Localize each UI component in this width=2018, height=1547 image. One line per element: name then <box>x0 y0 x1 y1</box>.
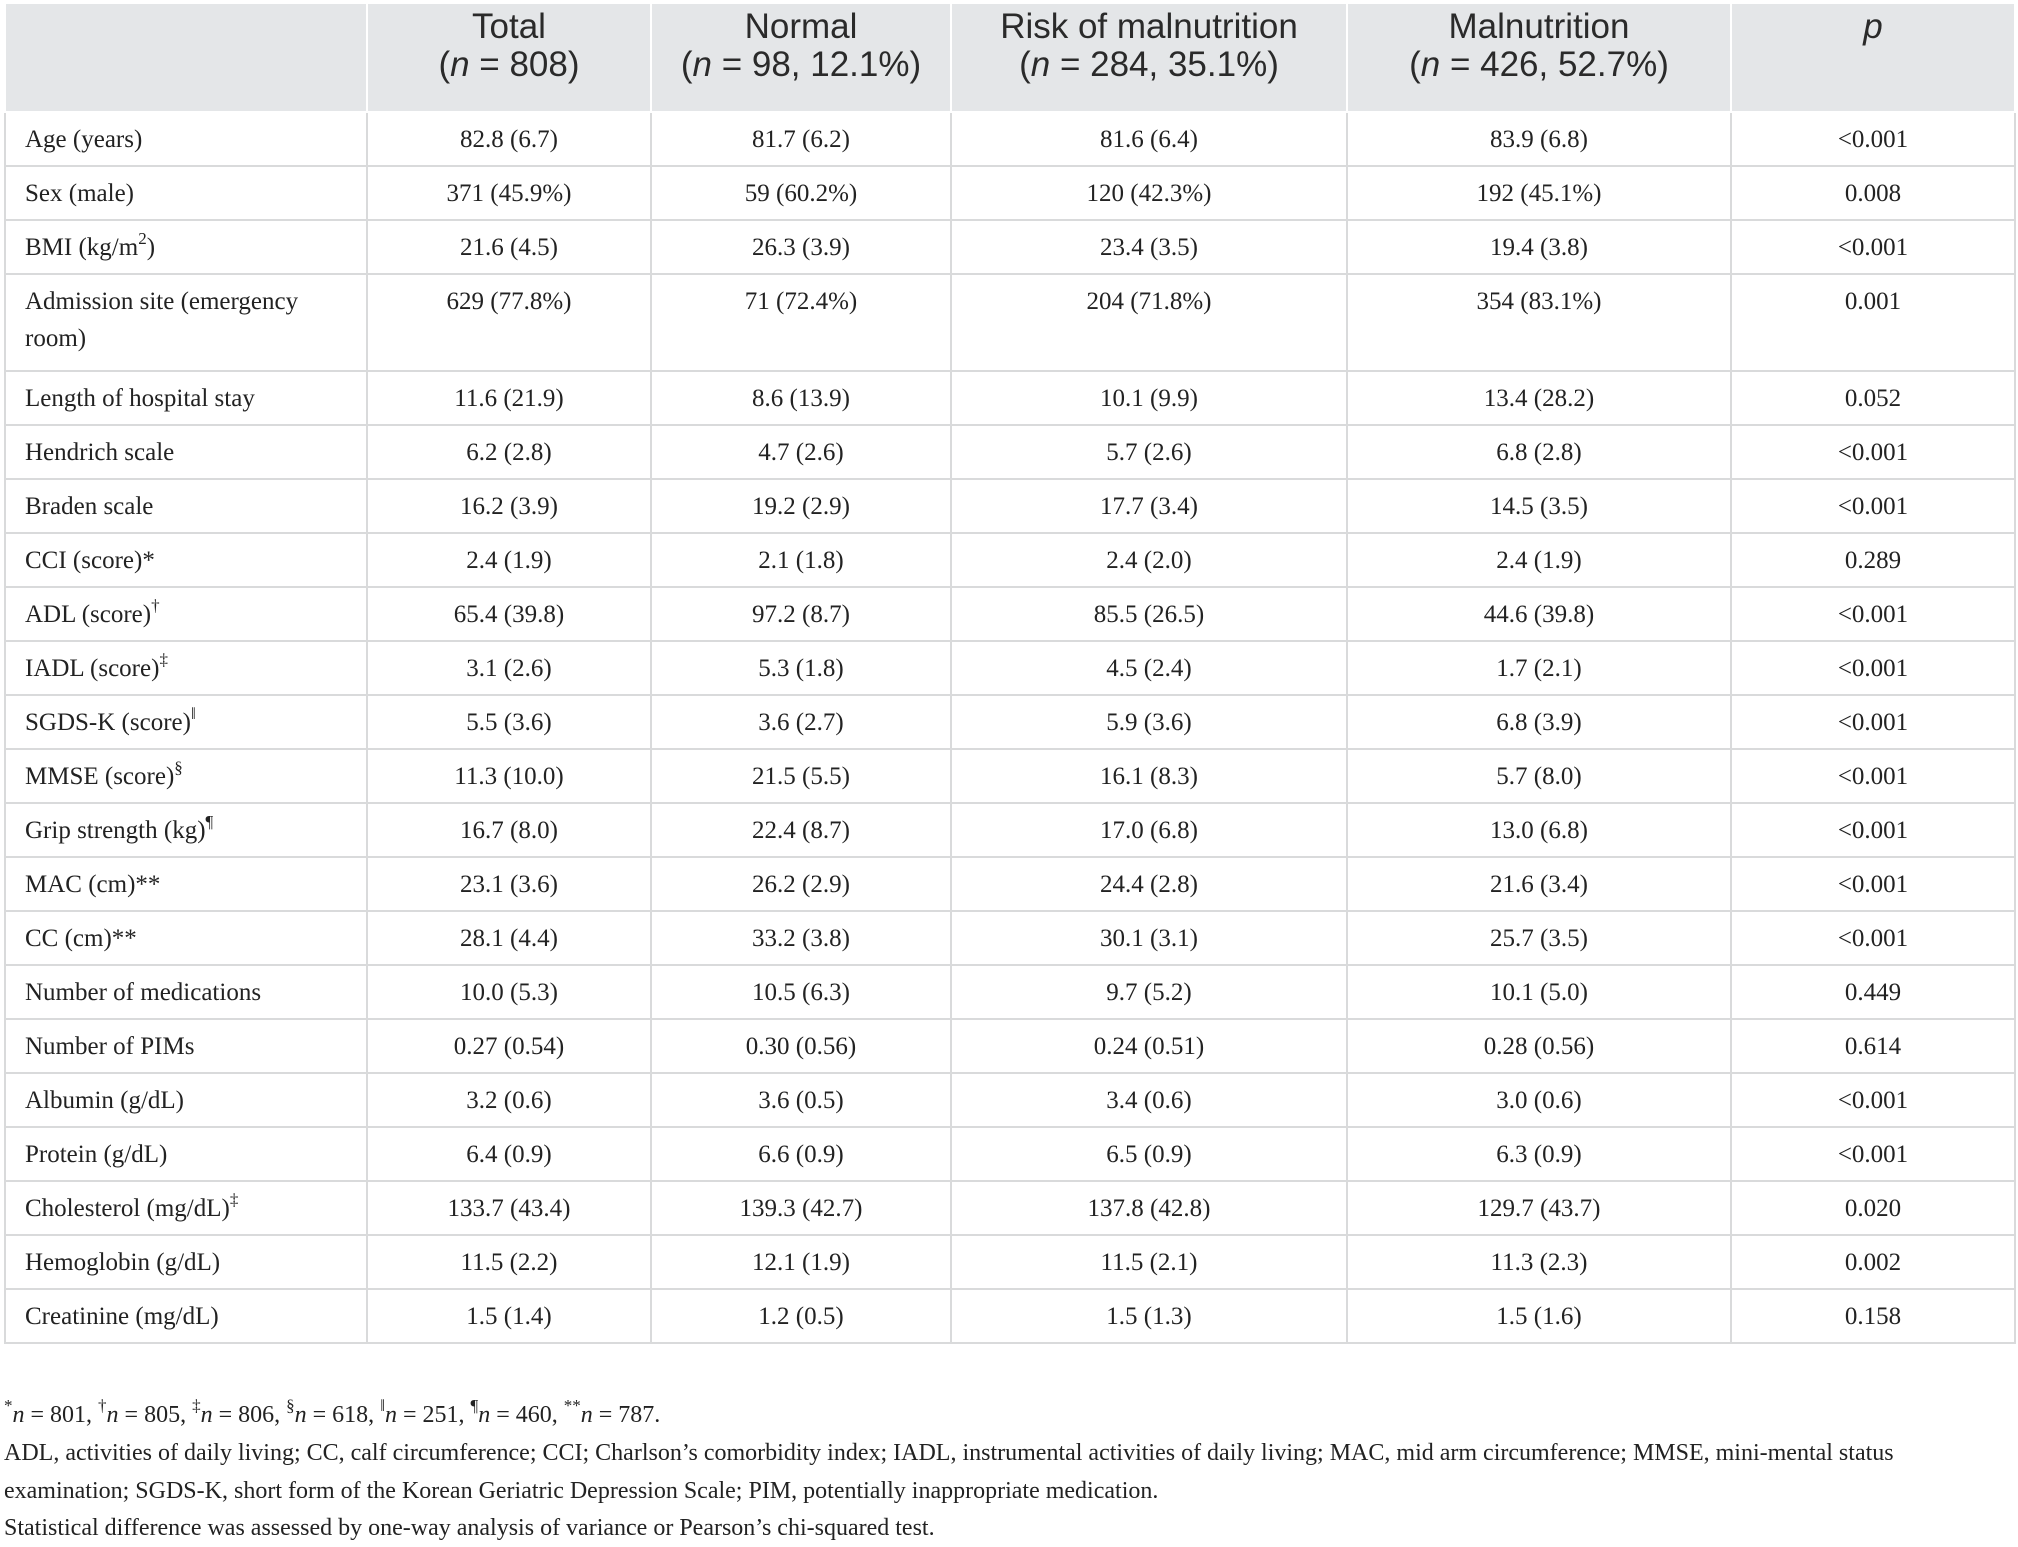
table-cell: 0.24 (0.51) <box>951 1019 1347 1073</box>
table-cell: 24.4 (2.8) <box>951 857 1347 911</box>
table-cell: 0.158 <box>1731 1289 2015 1343</box>
table-cell: 1.5 (1.6) <box>1347 1289 1731 1343</box>
table-cell: 3.6 (2.7) <box>651 695 951 749</box>
table-cell: <0.001 <box>1731 479 2015 533</box>
table-cell: 137.8 (42.8) <box>951 1181 1347 1235</box>
table-cell: 11.3 (2.3) <box>1347 1235 1731 1289</box>
table-cell: 12.1 (1.9) <box>651 1235 951 1289</box>
table-cell: 629 (77.8%) <box>367 274 651 371</box>
table-cell: 1.5 (1.3) <box>951 1289 1347 1343</box>
table-cell: 26.3 (3.9) <box>651 220 951 274</box>
table-cell: <0.001 <box>1731 425 2015 479</box>
table-cell: 3.1 (2.6) <box>367 641 651 695</box>
table-cell: 2.4 (1.9) <box>367 533 651 587</box>
table-cell: 5.3 (1.8) <box>651 641 951 695</box>
table-cell: <0.001 <box>1731 911 2015 965</box>
table-body <box>5 112 2015 1343</box>
table-cell: <0.001 <box>1731 749 2015 803</box>
table-cell: 0.289 <box>1731 533 2015 587</box>
table-cell: 0.614 <box>1731 1019 2015 1073</box>
header-sub: (n = 284, 35.1%) <box>1019 45 1279 84</box>
table-cell: 10.0 (5.3) <box>367 965 651 1019</box>
header-sub: (n = 98, 12.1%) <box>680 45 922 84</box>
table-row <box>5 371 2015 425</box>
table-cell: 3.6 (0.5) <box>651 1073 951 1127</box>
table-cell: 6.5 (0.9) <box>951 1127 1347 1181</box>
table-cell: 26.2 (2.9) <box>651 857 951 911</box>
table-cell: 83.9 (6.8) <box>1347 112 1731 166</box>
table-cell: 10.1 (5.0) <box>1347 965 1731 1019</box>
table-cell: 0.001 <box>1731 274 2015 371</box>
table-row <box>5 1019 2015 1073</box>
row-label: Number of medications <box>5 965 367 1019</box>
table-cell: 0.28 (0.56) <box>1347 1019 1731 1073</box>
table-cell: 5.9 (3.6) <box>951 695 1347 749</box>
table-cell: 19.4 (3.8) <box>1347 220 1731 274</box>
table-cell: 17.0 (6.8) <box>951 803 1347 857</box>
table-cell: 21.6 (4.5) <box>367 220 651 274</box>
table-cell: 6.2 (2.8) <box>367 425 651 479</box>
table-row <box>5 1181 2015 1235</box>
table-cell: 10.1 (9.9) <box>951 371 1347 425</box>
table-cell: <0.001 <box>1731 857 2015 911</box>
table-cell: 139.3 (42.7) <box>651 1181 951 1235</box>
table-cell: 11.6 (21.9) <box>367 371 651 425</box>
table-cell: 22.4 (8.7) <box>651 803 951 857</box>
table-row <box>5 1235 2015 1289</box>
table-cell: 4.5 (2.4) <box>951 641 1347 695</box>
header-risk-of-malnutrition <box>951 3 1347 112</box>
table-cell: 13.0 (6.8) <box>1347 803 1731 857</box>
table-row <box>5 425 2015 479</box>
table-cell: 21.6 (3.4) <box>1347 857 1731 911</box>
table-cell: <0.001 <box>1731 803 2015 857</box>
table-cell: 6.3 (0.9) <box>1347 1127 1731 1181</box>
row-label: Admission site (emergency room) <box>5 274 367 371</box>
table-cell: 2.4 (1.9) <box>1347 533 1731 587</box>
table-cell: 0.449 <box>1731 965 2015 1019</box>
row-label: CC (cm)** <box>5 911 367 965</box>
table-cell: 30.1 (3.1) <box>951 911 1347 965</box>
table-cell: 21.5 (5.5) <box>651 749 951 803</box>
table-cell: 11.3 (10.0) <box>367 749 651 803</box>
table-cell: 4.7 (2.6) <box>651 425 951 479</box>
header-malnutrition <box>1347 3 1731 112</box>
table-row <box>5 274 2015 371</box>
table-row <box>5 533 2015 587</box>
row-label: Protein (g/dL) <box>5 1127 367 1181</box>
table-cell: <0.001 <box>1731 220 2015 274</box>
table-cell: 19.2 (2.9) <box>651 479 951 533</box>
row-label: MMSE (score)§ <box>5 749 367 803</box>
characteristics-table <box>4 2 2016 1344</box>
table-cell: 5.7 (2.6) <box>951 425 1347 479</box>
row-label: Grip strength (kg)¶ <box>5 803 367 857</box>
table-row <box>5 220 2015 274</box>
table-cell: 71 (72.4%) <box>651 274 951 371</box>
table-row <box>5 587 2015 641</box>
table-cell: 82.8 (6.7) <box>367 112 651 166</box>
row-label: BMI $(kg/m^2)$ <box>5 220 367 274</box>
table-cell: 65.4 (39.8) <box>367 587 651 641</box>
table-cell: 8.6 (13.9) <box>651 371 951 425</box>
table-row <box>5 166 2015 220</box>
table-cell: 11.5 (2.1) <box>951 1235 1347 1289</box>
table-cell: 129.7 (43.7) <box>1347 1181 1731 1235</box>
footnote-sample-sizes: *n = 801, †n = 805, ‡n = 806, §n = 618, ‖n = 251, ¶n = 460, **n = 787. <box>4 1396 661 1428</box>
table-cell: 11.5 (2.2) <box>367 1235 651 1289</box>
table-cell: <0.001 <box>1731 1127 2015 1181</box>
row-label: Braden scale <box>5 479 367 533</box>
table-cell: 6.8 (3.9) <box>1347 695 1731 749</box>
header-label: Malnutrition <box>1448 7 1630 46</box>
table-row <box>5 965 2015 1019</box>
row-label: MAC (cm)** <box>5 857 367 911</box>
table-cell: 85.5 (26.5) <box>951 587 1347 641</box>
table-cell: 3.2 (0.6) <box>367 1073 651 1127</box>
header-normal <box>651 3 951 112</box>
table-cell: 13.4 (28.2) <box>1347 371 1731 425</box>
table-header <box>5 3 2015 112</box>
header-sub: (n = 808) <box>438 45 580 84</box>
table-cell: 2.1 (1.8) <box>651 533 951 587</box>
table-cell: 23.1 (3.6) <box>367 857 651 911</box>
table-cell: 120 (42.3%) <box>951 166 1347 220</box>
table-cell: 5.7 (8.0) <box>1347 749 1731 803</box>
table-cell: 0.002 <box>1731 1235 2015 1289</box>
header-empty <box>5 3 367 112</box>
table-row <box>5 641 2015 695</box>
row-label: Albumin (g/dL) <box>5 1073 367 1127</box>
table-cell: 2.4 (2.0) <box>951 533 1347 587</box>
table-row <box>5 1127 2015 1181</box>
table-row <box>5 479 2015 533</box>
table-cell: 9.7 (5.2) <box>951 965 1347 1019</box>
table-cell: 3.4 (0.6) <box>951 1073 1347 1127</box>
table-cell: 192 (45.1%) <box>1347 166 1731 220</box>
table-cell: 204 (71.8%) <box>951 274 1347 371</box>
row-label: Length of hospital stay <box>5 371 367 425</box>
table-row <box>5 749 2015 803</box>
table-cell: 97.2 (8.7) <box>651 587 951 641</box>
row-label: Sex (male) <box>5 166 367 220</box>
table-cell: 81.7 (6.2) <box>651 112 951 166</box>
table-cell: 0.008 <box>1731 166 2015 220</box>
table-cell: 33.2 (3.8) <box>651 911 951 965</box>
table-cell: 371 (45.9%) <box>367 166 651 220</box>
row-label: IADL (score)‡ <box>5 641 367 695</box>
row-label: Hemoglobin (g/dL) <box>5 1235 367 1289</box>
table-cell: <0.001 <box>1731 112 2015 166</box>
table-cell: 59 (60.2%) <box>651 166 951 220</box>
table-cell: 14.5 (3.5) <box>1347 479 1731 533</box>
table-cell: <0.001 <box>1731 587 2015 641</box>
table-row <box>5 695 2015 749</box>
row-label: Age (years) <box>5 112 367 166</box>
table-cell: 1.7 (2.1) <box>1347 641 1731 695</box>
table-cell: 81.6 (6.4) <box>951 112 1347 166</box>
table-cell: 6.8 (2.8) <box>1347 425 1731 479</box>
row-label: ADL (score)† <box>5 587 367 641</box>
table-cell: 16.7 (8.0) <box>367 803 651 857</box>
table-cell: 133.7 (43.4) <box>367 1181 651 1235</box>
table-cell: 5.5 (3.6) <box>367 695 651 749</box>
footnote-statistics: Statistical difference was assessed by one-way analysis of variance or Pearson’s chi-squared test. <box>4 1515 935 1541</box>
table-cell: 44.6 (39.8) <box>1347 587 1731 641</box>
table-cell: 10.5 (6.3) <box>651 965 951 1019</box>
header-label: Risk of malnutrition <box>1000 7 1298 46</box>
row-label: Cholesterol (mg/dL)‡ <box>5 1181 367 1235</box>
header-label: Total <box>472 7 546 46</box>
table-cell: 0.052 <box>1731 371 2015 425</box>
table-cell: <0.001 <box>1731 1073 2015 1127</box>
header-row <box>5 3 2015 112</box>
header-sub: (n = 426, 52.7%) <box>1409 45 1669 84</box>
table-row <box>5 857 2015 911</box>
table-cell: 3.0 (0.6) <box>1347 1073 1731 1127</box>
table-row <box>5 1073 2015 1127</box>
table-row <box>5 1289 2015 1343</box>
table-cell: <0.001 <box>1731 695 2015 749</box>
table-cell: 23.4 (3.5) <box>951 220 1347 274</box>
table-cell: 17.7 (3.4) <box>951 479 1347 533</box>
table-cell: 0.30 (0.56) <box>651 1019 951 1073</box>
table-row <box>5 911 2015 965</box>
table-cell: 16.1 (8.3) <box>951 749 1347 803</box>
row-label: Hendrich scale <box>5 425 367 479</box>
header-p <box>1731 3 2015 112</box>
table-cell: 0.020 <box>1731 1181 2015 1235</box>
header-label: Normal <box>744 7 858 46</box>
row-label: CCI (score)* <box>5 533 367 587</box>
table-row <box>5 112 2015 166</box>
footnote-abbreviations: ADL, activities of daily living; CC, calf circumference; CCI; Charlson’s comorbidity index; IADL, instrumental activities of daily living; MAC, mid arm circumference; MMSE, mini-mental status examination; SGDS-K, short form of the Korean Geriatric Depression Scale; PIM, potentially inappropriate medication. <box>4 1440 1894 1504</box>
table-cell: 1.5 (1.4) <box>367 1289 651 1343</box>
header-total <box>367 3 651 112</box>
table-cell: 0.27 (0.54) <box>367 1019 651 1073</box>
table-cell: <0.001 <box>1731 641 2015 695</box>
row-label: Creatinine (mg/dL) <box>5 1289 367 1343</box>
table-cell: 16.2 (3.9) <box>367 479 651 533</box>
table-cell: 354 (83.1%) <box>1347 274 1731 371</box>
table-cell: 25.7 (3.5) <box>1347 911 1731 965</box>
table-row <box>5 803 2015 857</box>
header-label: p <box>1863 7 1883 46</box>
table-cell: 6.4 (0.9) <box>367 1127 651 1181</box>
table-cell: 6.6 (0.9) <box>651 1127 951 1181</box>
table-cell: 28.1 (4.4) <box>367 911 651 965</box>
row-label: SGDS-K (score)‖ <box>5 695 367 749</box>
table-cell: 1.2 (0.5) <box>651 1289 951 1343</box>
row-label: Number of PIMs <box>5 1019 367 1073</box>
